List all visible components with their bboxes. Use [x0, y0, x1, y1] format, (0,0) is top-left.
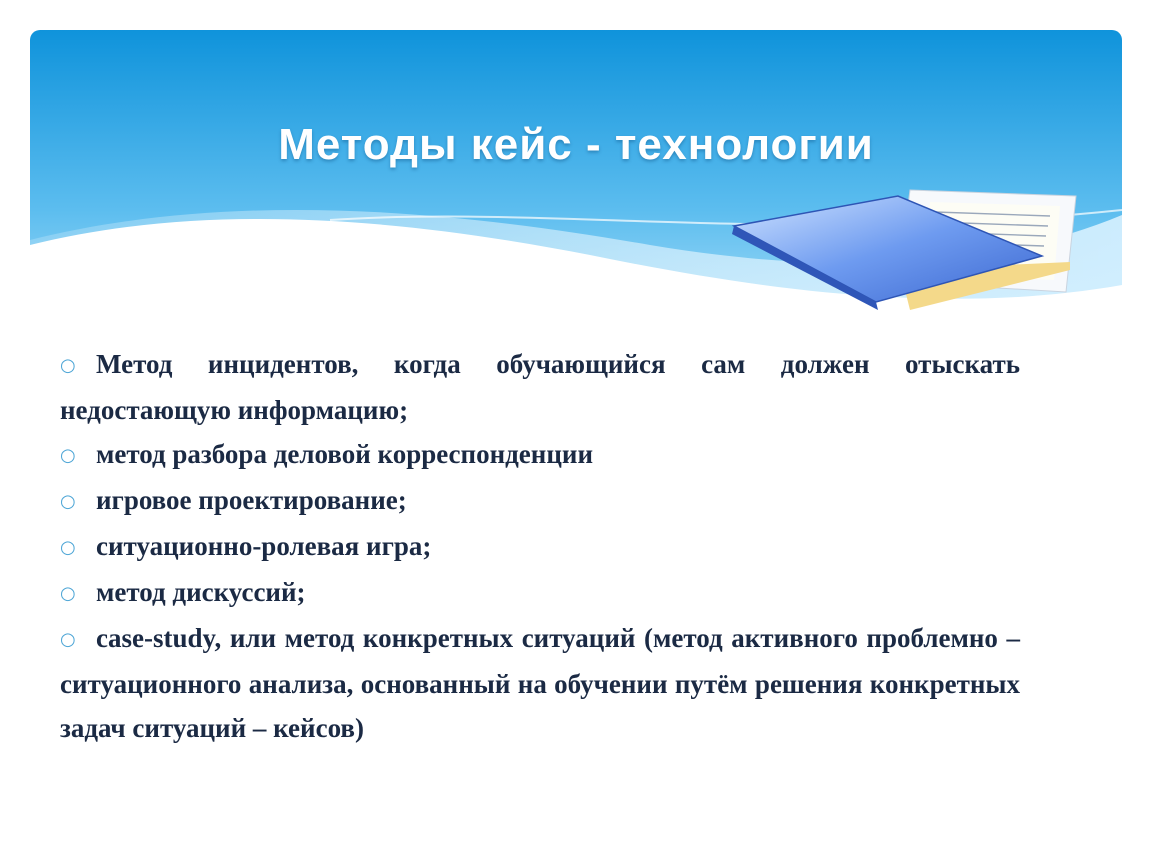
list-item	[60, 524, 1020, 570]
slide-title: Методы кейс - технологии	[278, 120, 874, 169]
list-item-text: case-study, или метод конкретных ситуаций (метод активного проблемно – ситуационного анализа, основанный на обучении путём решения конкретных задач ситуаций – кейсов)	[60, 623, 1020, 743]
bullet-list	[60, 342, 1020, 750]
list-item	[60, 570, 1020, 616]
bullet-circle-icon: ○	[60, 355, 76, 376]
list-item	[60, 478, 1020, 524]
banner-background	[30, 30, 1122, 330]
title-banner	[30, 30, 1122, 330]
bullet-circle-icon: ○	[60, 629, 76, 650]
bullet-circle-icon: ○	[60, 583, 76, 604]
list-item	[60, 616, 1020, 750]
list-item-text: метод дискуссий;	[96, 577, 306, 607]
bullet-circle-icon: ○	[60, 445, 76, 466]
list-item-text: Метод инцидентов, когда обучающийся сам должен отыскать недостающую информацию;	[60, 349, 1020, 425]
list-item	[60, 432, 1020, 478]
list-item-text: игровое проектирование;	[96, 485, 407, 515]
bullet-circle-icon: ○	[60, 537, 76, 558]
list-item	[60, 342, 1020, 432]
list-item-text: метод разбора деловой корреспонденции	[96, 439, 594, 469]
bullet-circle-icon: ○	[60, 491, 76, 512]
list-item-text: ситуационно-ролевая игра;	[96, 531, 432, 561]
